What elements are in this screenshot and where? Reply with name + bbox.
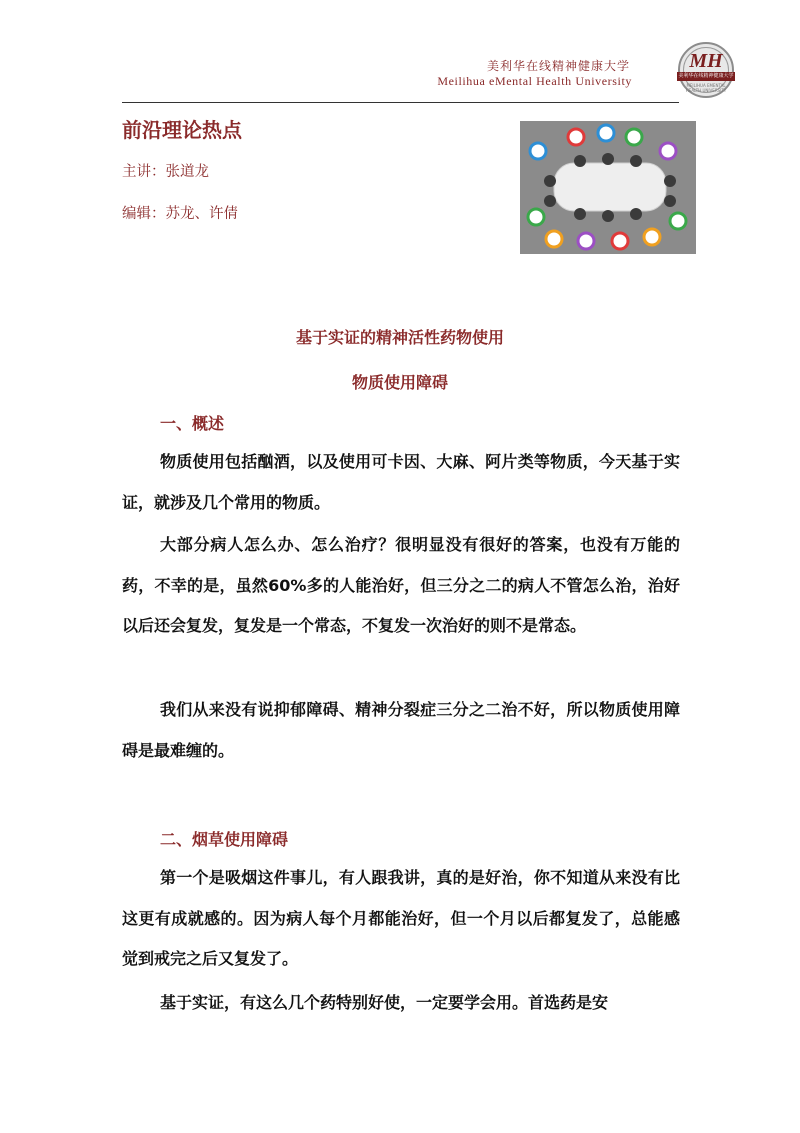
- paragraph: 我们从来没有说抑郁障碍、精神分裂症三分之二治不好，所以物质使用障碍是最难缠的。: [122, 700, 680, 760]
- paragraph: 基于实证，有这么几个药特别好使，一定要学会用。首选药是安: [160, 993, 609, 1012]
- paragraph: 物质使用包括酗酒，以及使用可卡因、大麻、阿片类等物质，今天基于实证，就涉及几个常用的物质。: [122, 452, 680, 512]
- column-title: 前沿理论热点: [122, 118, 242, 142]
- logo-initials: MH: [689, 50, 723, 72]
- section-heading: 二、烟草使用障碍: [160, 830, 289, 849]
- speaker-line: 主讲：张道龙: [122, 164, 209, 180]
- university-logo: [678, 42, 734, 98]
- section-heading: 一、概述: [160, 414, 225, 433]
- logo-band: 美利华在线精神健康大学: [678, 73, 734, 79]
- article-subtitle: 物质使用障碍: [351, 373, 448, 392]
- logo-subtext: MEILIHUA EMENTAL HEALTH UNIVERSITY: [685, 83, 727, 93]
- university-name-cn: 美利华在线精神健康大学: [486, 59, 630, 73]
- meeting-illustration: [520, 121, 696, 254]
- article-title: 基于实证的精神活性药物使用: [295, 328, 504, 347]
- university-name-en: Meilihua eMental Health University: [437, 74, 632, 88]
- paragraph: 大部分病人怎么办、怎么治疗？很明显没有很好的答案，也没有万能的药，不幸的是，虽然60%多的人能治好，但三分之二的病人不管怎么治，治好以后还会复发，复发是一个常态，不复发一次治好的则不是常态。: [122, 535, 680, 635]
- header-divider: [122, 102, 679, 103]
- paragraph: 第一个是吸烟这件事儿，有人跟我讲，真的是好治，你不知道从来没有比这更有成就感的。因为病人每个月都能治好，但一个月以后都复发了，总能感觉到戒完之后又复发了。: [122, 868, 680, 968]
- editor-line: 编辑：苏龙、许倩: [122, 206, 238, 222]
